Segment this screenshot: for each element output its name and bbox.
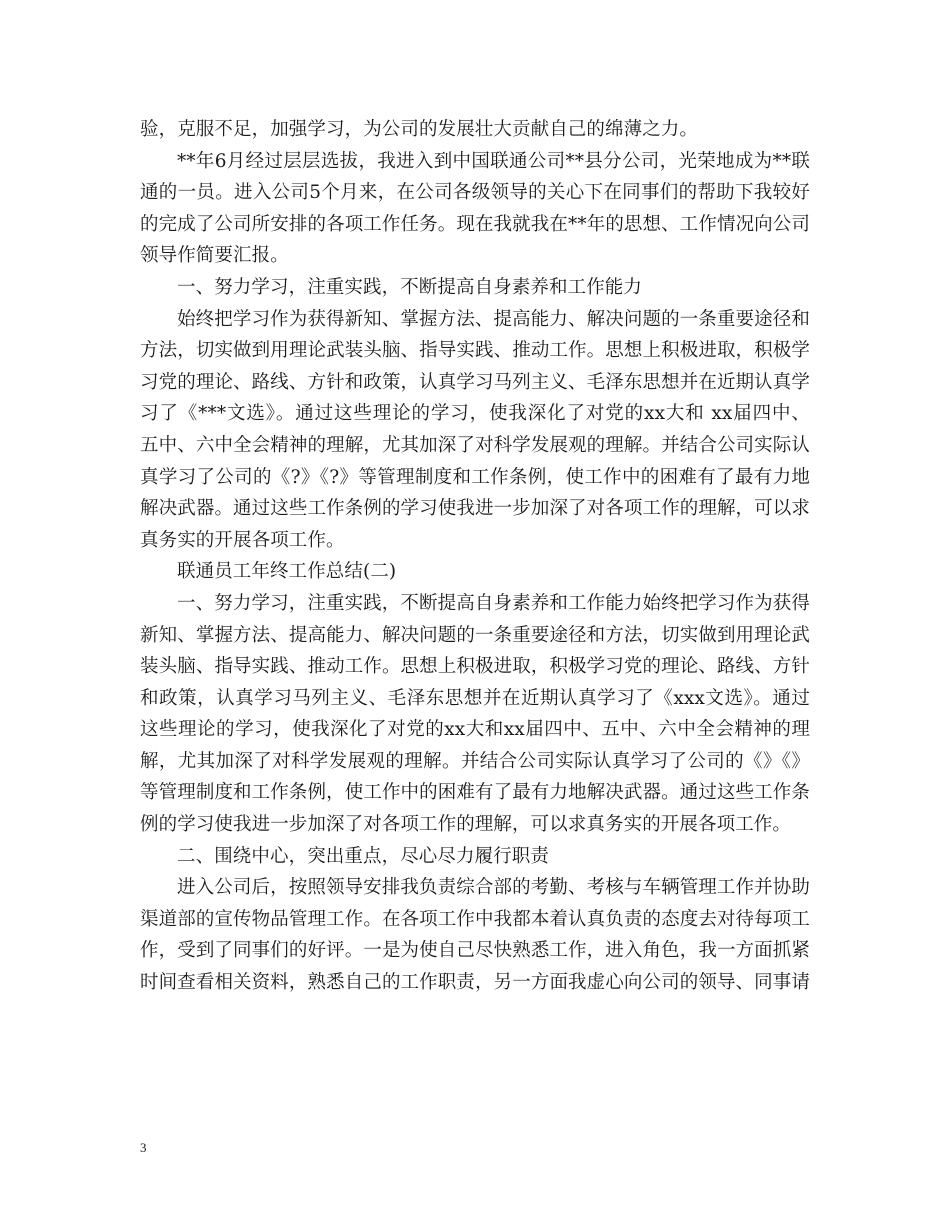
text-line: 作，受到了同事们的好评。一是为使自己尽快熟悉工作，进入角色，我一方面抓紧 [140, 940, 810, 962]
text-line: 一、努力学习，注重实践，不断提高自身素养和工作能力 [177, 276, 643, 298]
text-line: 一、努力学习，注重实践，不断提高自身素养和工作能力始终把学习作为获得 [177, 592, 810, 614]
text-line: 习了《***文选》。通过这些理论的学习，使我深化了对党的xx大和 xx届四中、 [140, 403, 810, 425]
text-line: 渠道部的宣传物品管理工作。在各项工作中我都本着认真负责的态度去对待每项工 [140, 908, 810, 930]
document-body [140, 114, 810, 999]
text-line: 五中、六中全会精神的理解，尤其加深了对科学发展观的理解。并结合公司实际认 [140, 434, 810, 456]
text-line: 时间查看相关资料，熟悉自己的工作职责，另一方面我虚心向公司的领导、同事请 [140, 972, 810, 994]
text-line: 习党的理论、路线、方针和政策，认真学习马列主义、毛泽东思想并在近期认真学 [140, 371, 810, 393]
text-line: 这些理论的学习，使我深化了对党的xx大和xx届四中、五中、六中全会精神的理 [140, 719, 810, 741]
text-line: 方法，切实做到用理论武装头脑、指导实践、推动工作。思想上积极进取，积极学 [140, 340, 810, 362]
text-line: 解，尤其加深了对科学发展观的理解。并结合公司实际认真学习了公司的《》《》 [140, 750, 810, 772]
text-line: 解决武器。通过这些工作条例的学习使我进一步加深了对各项工作的理解，可以求 [140, 498, 810, 520]
text-line: 等管理制度和工作条例，使工作中的困难有了最有力地解决武器。通过这些工作条 [140, 782, 810, 804]
text-line: 二、围绕中心，突出重点，尽心尽力履行职责 [177, 845, 550, 867]
text-line: 真学习了公司的《?》《?》等管理制度和工作条例，使工作中的困难有了最有力地 [140, 466, 810, 488]
text-line: 的完成了公司所安排的各项工作任务。现在我就我在**年的思想、工作情况向公司 [140, 213, 810, 235]
text-line: 新知、掌握方法、提高能力、解决问题的一条重要途径和方法，切实做到用理论武 [140, 624, 810, 646]
text-line: 领导作简要汇报。 [140, 245, 289, 267]
text-line: 装头脑、指导实践、推动工作。思想上积极进取，积极学习党的理论、路线、方针 [140, 656, 810, 678]
text-line: 进入公司后，按照领导安排我负责综合部的考勤、考核与车辆管理工作并协助 [177, 877, 810, 899]
text-line: 真务实的开展各项工作。 [140, 529, 345, 551]
text-line: 始终把学习作为获得新知、掌握方法、提高能力、解决问题的一条重要途径和 [177, 308, 810, 330]
text-line: **年6月经过层层选拔，我进入到中国联通公司**县分公司，光荣地成为**联 [177, 150, 810, 172]
text-line: 和政策，认真学习马列主义、毛泽东思想并在近期认真学习了《xxx文选》。通过 [140, 687, 810, 709]
text-line: 通的一员。进入公司5个月来，在公司各级领导的关心下在同事们的帮助下我较好 [140, 182, 810, 204]
text-line: 联通员工年终工作总结(二) [177, 561, 397, 583]
text-line: 例的学习使我进一步加深了对各项工作的理解，可以求真务实的开展各项工作。 [140, 814, 792, 836]
page-number: 3 [140, 1140, 147, 1155]
text-line: 验，克服不足，加强学习，为公司的发展壮大贡献自己的绵薄之力。 [140, 119, 699, 140]
